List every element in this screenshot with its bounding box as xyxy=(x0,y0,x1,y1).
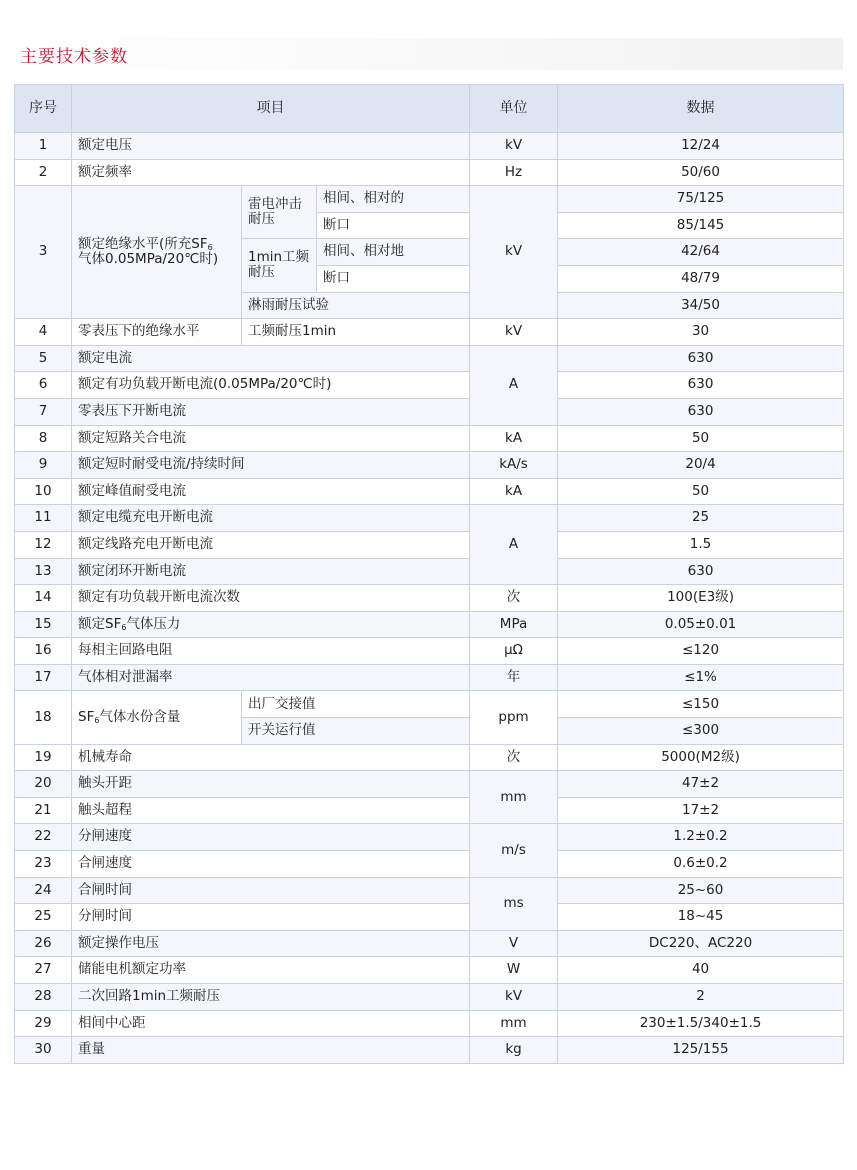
row-item: 额定电缆充电开断电流 xyxy=(72,505,470,532)
sf6-moisture-b: 气体水份含量 xyxy=(99,708,181,725)
row-no: 12 xyxy=(15,531,72,558)
row-value: 17±2 xyxy=(558,797,844,824)
table-row xyxy=(15,771,844,798)
row-no: 22 xyxy=(15,824,72,851)
table-row xyxy=(15,531,844,558)
table-row xyxy=(15,904,844,931)
row-value: 630 xyxy=(558,558,844,585)
spec-table xyxy=(14,84,844,1064)
row-item: 合闸速度 xyxy=(72,851,470,878)
header-no: 序号 xyxy=(15,85,72,133)
row-value: ≤300 xyxy=(558,718,844,745)
sub-item: 相间、相对地 xyxy=(317,239,470,266)
row-unit: m/s xyxy=(470,824,558,877)
table-row xyxy=(15,425,844,452)
row-unit: MPa xyxy=(470,611,558,638)
row-value: 5000(M2级) xyxy=(558,744,844,771)
row-no: 8 xyxy=(15,425,72,452)
table-row xyxy=(15,478,844,505)
sf6-pressure-a: 额定SF xyxy=(78,615,122,632)
row-value: 50/60 xyxy=(558,159,844,186)
row-value: 125/155 xyxy=(558,1037,844,1064)
table-row xyxy=(15,824,844,851)
row-item: 额定操作电压 xyxy=(72,930,470,957)
table-row xyxy=(15,957,844,984)
sf6-moisture-sub: 6 xyxy=(94,715,100,725)
title-band xyxy=(14,38,843,70)
row-value: 100(E3级) xyxy=(558,585,844,612)
row-value: ≤1% xyxy=(558,664,844,691)
row-unit: kV xyxy=(470,319,558,346)
row-no: 10 xyxy=(15,478,72,505)
table-row xyxy=(15,345,844,372)
row-unit: kA xyxy=(470,478,558,505)
row-value: 85/145 xyxy=(558,212,844,239)
row-no: 7 xyxy=(15,398,72,425)
row-unit: ppm xyxy=(470,691,558,744)
row-no: 28 xyxy=(15,984,72,1011)
row-unit: mm xyxy=(470,771,558,824)
row-item: 重量 xyxy=(72,1037,470,1064)
row-unit: kA/s xyxy=(470,452,558,479)
row-item: 额定线路充电开断电流 xyxy=(72,531,470,558)
row-value: 630 xyxy=(558,398,844,425)
row-value: 75/125 xyxy=(558,186,844,213)
sf6-pressure-b: 气体压力 xyxy=(126,615,181,632)
row-value: 34/50 xyxy=(558,292,844,319)
row-no: 1 xyxy=(15,133,72,160)
row-item: 合闸时间 xyxy=(72,877,470,904)
header-unit: 单位 xyxy=(470,85,558,133)
sub-item: 淋雨耐压试验 xyxy=(242,292,470,319)
row-value: ≤150 xyxy=(558,691,844,718)
row-no: 6 xyxy=(15,372,72,399)
row-value: 230±1.5/340±1.5 xyxy=(558,1010,844,1037)
sub-item: 工频耐压1min xyxy=(242,319,470,346)
row-unit: kA xyxy=(470,425,558,452)
row-unit: Hz xyxy=(470,159,558,186)
row-item xyxy=(72,611,470,638)
row-unit: kV xyxy=(470,133,558,160)
row-item: 额定短时耐受电流/持续时间 xyxy=(72,452,470,479)
row-item: 额定有功负载开断电流(0.05MPa/20℃时) xyxy=(72,372,470,399)
sub-item: 相间、相对的 xyxy=(317,186,470,213)
row-value: 630 xyxy=(558,345,844,372)
row-value: 0.6±0.2 xyxy=(558,851,844,878)
insulation-label-b: 气体0.05MPa/20℃时) xyxy=(78,251,219,268)
table-row xyxy=(15,186,844,213)
row-value: 12/24 xyxy=(558,133,844,160)
row-no: 5 xyxy=(15,345,72,372)
table-row xyxy=(15,452,844,479)
row-no: 13 xyxy=(15,558,72,585)
row-value: 47±2 xyxy=(558,771,844,798)
header-item: 项目 xyxy=(72,85,470,133)
table-row xyxy=(15,585,844,612)
row-item: 气体相对泄漏率 xyxy=(72,664,470,691)
row-value: 50 xyxy=(558,478,844,505)
insulation-label-a: 额定绝缘水平(所充SF xyxy=(78,235,208,252)
table-row xyxy=(15,558,844,585)
row-item: 每相主回路电阻 xyxy=(72,638,470,665)
row-no: 19 xyxy=(15,744,72,771)
row-no: 27 xyxy=(15,957,72,984)
sub-item: 开关运行值 xyxy=(242,718,470,745)
row-unit: 次 xyxy=(470,585,558,612)
table-row xyxy=(15,744,844,771)
power-freq-label: 1min工频耐压 xyxy=(242,239,317,292)
sub-item: 断口 xyxy=(317,212,470,239)
row-value: 42/64 xyxy=(558,239,844,266)
row-unit: mm xyxy=(470,1010,558,1037)
row-no: 2 xyxy=(15,159,72,186)
table-header xyxy=(15,85,844,133)
row-no: 23 xyxy=(15,851,72,878)
table-row xyxy=(15,133,844,160)
row-no: 14 xyxy=(15,585,72,612)
row-no: 15 xyxy=(15,611,72,638)
table-row xyxy=(15,930,844,957)
table-row xyxy=(15,611,844,638)
row-no: 4 xyxy=(15,319,72,346)
sf6-pressure-sub: 6 xyxy=(121,622,127,632)
row-value: 40 xyxy=(558,957,844,984)
sf6-moisture-a: SF xyxy=(78,708,95,725)
row-unit: W xyxy=(470,957,558,984)
row-value: 20/4 xyxy=(558,452,844,479)
row-item: 相间中心距 xyxy=(72,1010,470,1037)
row-item: 储能电机额定功率 xyxy=(72,957,470,984)
row-no: 11 xyxy=(15,505,72,532)
row-no: 16 xyxy=(15,638,72,665)
page-title: 主要技术参数 xyxy=(20,47,128,67)
row-item: 二次回路1min工频耐压 xyxy=(72,984,470,1011)
table-row xyxy=(15,691,844,718)
row-value: DC220、AC220 xyxy=(558,930,844,957)
row-no: 20 xyxy=(15,771,72,798)
table-row xyxy=(15,159,844,186)
row-no: 21 xyxy=(15,797,72,824)
table-row xyxy=(15,398,844,425)
row-item: 额定电流 xyxy=(72,345,470,372)
row-unit: kg xyxy=(470,1037,558,1064)
row-value: 25 xyxy=(558,505,844,532)
row-value: 2 xyxy=(558,984,844,1011)
row-item: 额定有功负载开断电流次数 xyxy=(72,585,470,612)
table-row xyxy=(15,984,844,1011)
table-row xyxy=(15,877,844,904)
row-no: 30 xyxy=(15,1037,72,1064)
table-row xyxy=(15,505,844,532)
row-item: 额定频率 xyxy=(72,159,470,186)
row-unit: kV xyxy=(470,186,558,319)
row-no: 24 xyxy=(15,877,72,904)
row-item: 分闸时间 xyxy=(72,904,470,931)
row-unit: ms xyxy=(470,877,558,930)
table-row xyxy=(15,1037,844,1064)
row-no: 25 xyxy=(15,904,72,931)
row-value: 0.05±0.01 xyxy=(558,611,844,638)
insulation-label-sub: 6 xyxy=(207,242,213,252)
row-value: 630 xyxy=(558,372,844,399)
row-unit: 年 xyxy=(470,664,558,691)
row-item: 触头超程 xyxy=(72,797,470,824)
table-row xyxy=(15,1010,844,1037)
row-unit: 次 xyxy=(470,744,558,771)
row-value: 18~45 xyxy=(558,904,844,931)
row-value: 50 xyxy=(558,425,844,452)
lightning-label: 雷电冲击耐压 xyxy=(242,186,317,239)
row-item: 零表压下开断电流 xyxy=(72,398,470,425)
row-item: 额定电压 xyxy=(72,133,470,160)
row-value: 30 xyxy=(558,319,844,346)
row-item: 额定闭环开断电流 xyxy=(72,558,470,585)
row-value: 48/79 xyxy=(558,265,844,292)
row-item: 分闸速度 xyxy=(72,824,470,851)
row-no: 18 xyxy=(15,691,72,744)
row-value: 1.5 xyxy=(558,531,844,558)
sub-item: 断口 xyxy=(317,265,470,292)
row-no: 29 xyxy=(15,1010,72,1037)
row-unit: A xyxy=(470,505,558,585)
row-item: 额定峰值耐受电流 xyxy=(72,478,470,505)
row-unit: V xyxy=(470,930,558,957)
row-item xyxy=(72,691,242,744)
row-value: ≤120 xyxy=(558,638,844,665)
row-item: 额定短路关合电流 xyxy=(72,425,470,452)
row-no: 26 xyxy=(15,930,72,957)
table-row xyxy=(15,372,844,399)
table-row xyxy=(15,797,844,824)
row-unit: μΩ xyxy=(470,638,558,665)
table-row xyxy=(15,664,844,691)
table-row xyxy=(15,319,844,346)
row-item: 零表压下的绝缘水平 xyxy=(72,319,242,346)
row-item xyxy=(72,186,242,319)
row-value: 1.2±0.2 xyxy=(558,824,844,851)
row-unit: A xyxy=(470,345,558,425)
row-no: 17 xyxy=(15,664,72,691)
table-row xyxy=(15,851,844,878)
table-row xyxy=(15,638,844,665)
row-no: 9 xyxy=(15,452,72,479)
row-unit: kV xyxy=(470,984,558,1011)
row-item: 机械寿命 xyxy=(72,744,470,771)
row-value: 25~60 xyxy=(558,877,844,904)
sub-item: 出厂交接值 xyxy=(242,691,470,718)
row-no: 3 xyxy=(15,186,72,319)
header-data: 数据 xyxy=(558,85,844,133)
row-item: 触头开距 xyxy=(72,771,470,798)
